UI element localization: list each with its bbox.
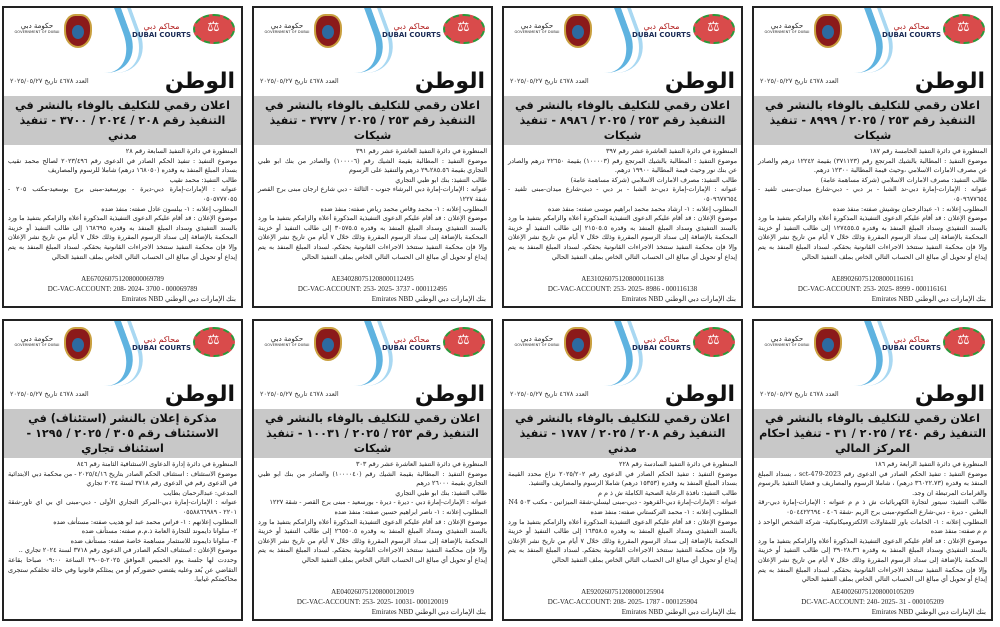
account-footer: [754, 587, 991, 619]
dubai-courts-logo: [382, 22, 441, 39]
issue-date: العدد ٤٦٧٨ تاريخ ٢٠٢٥/٠٥/٢٧: [760, 390, 839, 398]
government-of-dubai-logo: [760, 22, 814, 34]
scales-of-justice-icon: [693, 327, 735, 357]
notice-paragraph: المنظورة في دائرة التنفيذ السادسة رقم ٢٢٨: [619, 460, 737, 468]
notice-paragraph: طالب التنفيذ: نافذة الرعاية الصحية الكاملة ش ذ م م: [598, 488, 737, 497]
notice-body: [4, 145, 241, 274]
scales-of-justice-icon: [943, 14, 985, 44]
iban: AE400260751208000105209: [831, 588, 914, 596]
notice-title: اعلان رقمي للتكليف بالوفاء بالنشر في التنفيذ رقم ٢٤٠ / ٢٠٢٥ / ٣١ - تنفيذ احكام المركز المالي: [754, 409, 991, 458]
bank-name: بنك الإمارات دبي الوطني Emirates NBD: [871, 608, 986, 616]
dubai-courts-logo: [632, 22, 691, 39]
issue-date: العدد ٤٦٧٨ تاريخ ٢٠٢٥/٠٥/٢٧: [760, 77, 839, 85]
account-number: DC-VAC-ACCOUNT: 253- 2025- 8999 - 000116161: [797, 285, 948, 293]
notice-paragraph: موضوع الإعلان : قد أقام عليكم الدعوى التنفيذية المذكورة أعلاه والزامكم بتنفيذ ما ورد بالسند التنفيذي وسداد المبلغ المنفذ به وقدره ١٢٧٤٥٥.٥ إلى طالب التنفيذ أو خزينة المحكمة بالإضافة إلى سداد الرسوم المقررة وذلك خلال ٧ أيام من تاريخ نشر الإعلان وإلا فإن محكمة التنفيذ ستتخذ الاجراءات القانونية بحقكم. لسداد المبلغ المنفذ به يتم إيداع أو تحويل أي مبالغ الى الحساب التالي الخاص بملف التنفيذ الحالي: [758, 214, 988, 261]
notice-paragraph: موضوع التنفيذ : المطالبة بالشيك المرتجع رقم (١٠٠٠٠٣) بقيمة ٢٢٦٥٠ درهم والصادر عن بنك نور وحيث قيمة المطالبة ١٩٩٠٠ درهم.: [508, 156, 737, 175]
legal-notice: [252, 6, 493, 308]
notice-paragraph: ٢- سلوانا دايموند للتجارة العامة ذ.م.م صفته: مستأنف ضده: [81, 527, 237, 536]
notice-paragraph: المطلوب إعلانه : ١- بيلسون عادل صفته: منفذ ضده: [101, 204, 237, 213]
government-of-dubai-logo: [760, 335, 814, 347]
scales-of-justice-icon: [193, 327, 235, 357]
gov-name-ar: حكومة دبي: [270, 335, 304, 343]
notice-paragraph: المنظورة في دائرة التنفيذ العاشرة عشر رقم ٣٩٧: [605, 147, 737, 155]
account-footer: [504, 274, 741, 306]
iban: AE890260751208000116161: [831, 275, 914, 283]
notice-paragraph: طالب التنفيذ: سيتور لتجارة الكهربائيات ش ذ م م عنوانه : الإمارات-إمارة دبي-رقة البطين - ديرة - دبي-شارع المكتوم-مبنى برج الريم -شقة ٤٠٦ - ٠٥٠٤٤٢٢٦٩٤: [758, 498, 987, 516]
notice-header: [4, 321, 241, 379]
notice-paragraph: المطلوب إعلانه : ١- محمد التركستاني صفته: منفذ ضده: [590, 507, 737, 516]
notice-header: [754, 8, 991, 66]
legal-notice: [2, 319, 243, 621]
notice-paragraph: عنوانه : الإمارات-إمارة دبي-المركز التجاري الأولى - دبي-مبنى اي بي اي تاور-شقة ٢٢٠١ - ٠٥٥٨٨٦٦٩٨٩: [8, 498, 237, 516]
gov-name-ar: حكومة دبي: [520, 335, 554, 343]
notice-paragraph: موضوع الإعلان : قد أقام عليكم الدعوى التنفيذية المذكورة أعلاه والزامكم بتنفيذ ما ورد بالسند التنفيذي وسداد المبلغ المنفذ به وقدره ٢١٥٠٥.٥ إلى طالب التنفيذ أو خزينة المحكمة بالإضافة إلى سداد الرسوم المقررة وذلك خلال ٧ أيام من تاريخ نشر الإعلان وإلا فإن محكمة التنفيذ ستتخذ الاجراءات القانونية بحقكم. لسداد المبلغ المنفذ به يتم إيداع أو تحويل أي مبالغ الى الحساب التالي الخاص بملف التنفيذ الحالي: [508, 214, 737, 261]
government-of-dubai-logo: [260, 335, 314, 347]
scales-of-justice-icon: [943, 327, 985, 357]
newspaper-name: الوطن: [164, 381, 235, 407]
legal-notice: [752, 6, 993, 308]
notice-paragraph: المطلوب إعلانه : ١- الخامات باور للمقاولات الالكتروميكانيكية- شركة الشخص الواحد ذ م م صفته: منفذ ضده: [758, 517, 987, 536]
notice-paragraph: عنوانه : الإمارات-إمارة دبي-ند الشبا - بر دبي - دبي-شارع ميدان-مبنى تلفيد - ٠٥٠٩٦٧٧٦٥٤: [508, 185, 737, 203]
notice-paragraph: طالب التنفيذ: محمد نقيب: [169, 175, 237, 184]
scales-of-justice-icon: [193, 14, 235, 44]
notice-paragraph: عنوانه : الإمارات-إمارة دبي - ديرة - ديرة - بورسعيد - مبنى برج القصر - شقة ١٢٢٧: [269, 498, 487, 507]
account-footer: [254, 587, 491, 619]
issue-date: العدد ٤٦٧٨ تاريخ ٢٠٢٥/٠٥/٢٧: [260, 77, 339, 85]
gov-name-ar: حكومة دبي: [270, 22, 304, 30]
dubai-courts-logo: [382, 335, 441, 352]
account-number: DC-VAC-ACCOUNT: 253- 2025- 8986 - 000116138: [547, 285, 698, 293]
notice-paragraph: موضوع الإعلان : استئناف الحكم الصادر في الدعوى رقم ٣٧١٨ لسنة ٢٠٢٤ تجاري ..: [18, 546, 237, 555]
notice-paragraph: موضوع التنفيذ : تنفيذ الحكم الصادر في الدعوى رقم ٢٠٢٣/٤٩٦ لصالح محمد نقيب بسداد المبلغ المنفذ به وقدره (١٦٨٠٥٠ درهم) شاملا للرسوم والمصاريف: [8, 156, 237, 175]
gov-name-en: GOVERNMENT OF DUBAI: [764, 30, 810, 34]
dubai-emblem-icon: [814, 327, 842, 361]
notice-header: [4, 8, 241, 66]
notice-body: [254, 145, 491, 274]
notice-paragraph: عنوانه : الإمارات-إمارة دبي-ديرة - بورسعيد-مبنى برج بوسعيد-مكتب ٢٠٥ - ٠٥٠٥٧٧٧٠٥٥: [8, 185, 237, 203]
notice-paragraph: المنظورة في دائرة التنفيذ العاشرة عشر رقم ٣٩١: [355, 147, 487, 155]
notice-header: [504, 8, 741, 66]
notice-paragraph: موضوع الإعلان : قد أقام عليكم الدعوى التنفيذية المذكورة أعلاه والزامكم بتنفيذ ما ورد بالسند التنفيذي وسداد المبلغ المنفذ به وقدره ١٦٨٦٩٥ إلى طالب التنفيذ أو خزينة المحكمة بالإضافة إلى سداد الرسوم المقررة وذلك خلال ٧ أيام من تاريخ نشر الإعلان وإلا فإن محكمة التنفيذ ستتخذ الاجراءات القانونية بحقكم. لسداد المبلغ المنفذ به يتم إيداع أو تحويل أي مبالغ الى الحساب التالي الخاص بملف التنفيذ الحالي: [8, 214, 237, 261]
notice-title: مذكرة إعلان بالنشر (استئناف) في الاستئناف رقم ٣٠٥ / ٢٠٢٥ / ١٢٩٥ - استئناف تجاري: [4, 409, 241, 458]
notice-paragraph: المنظورة في دائرة التنفيذ العاشرة عشر رقم ٣٠٣: [355, 460, 487, 468]
newspaper-name: الوطن: [664, 68, 735, 94]
notice-body: [254, 458, 491, 587]
notice-paragraph: المنظورة في دائرة التنفيذ الرابعة رقم ١٨٦: [874, 460, 987, 468]
notice-body: [754, 145, 991, 274]
notice-paragraph: المنظورة في دائرة التنفيذ الخامسة رقم ١٨٧: [869, 147, 987, 155]
iban: AE310260751208000116138: [581, 275, 664, 283]
courts-name-en: DUBAI COURTS: [882, 31, 941, 39]
gov-name-en: GOVERNMENT OF DUBAI: [264, 30, 310, 34]
newspaper-name: الوطن: [664, 381, 735, 407]
account-number: DC-VAC-ACCOUNT: 208- 2024- 3700 - 000069789: [47, 285, 198, 293]
courts-name-ar: محاكم دبي: [643, 22, 680, 31]
account-number: DC-VAC-ACCOUNT: 253- 2025- 3737 - 000112495: [297, 285, 448, 293]
issue-date: العدد ٤٦٧٨ تاريخ ٢٠٢٥/٠٥/٢٧: [10, 77, 89, 85]
newspaper-name: الوطن: [914, 381, 985, 407]
government-of-dubai-logo: [260, 22, 314, 34]
notice-paragraph: طالب التنفيذ: مصرف الامارات الاسلامي (شركة مساهمة عامة): [570, 175, 737, 184]
dubai-emblem-icon: [314, 14, 342, 48]
notice-paragraph: موضوع الإعلان : قد أقام عليكم الدعوى التنفيذية المذكورة أعلاه والزامكم بتنفيذ ما ورد بالسند التنفيذي وسداد المبلغ المنفذ به وقدره ٣٩٠٢٨.٣٦ إلى طالب التنفيذ أو خزينة المحكمة بالإضافة إلى سداد الرسوم المقررة وذلك خلال ٧ أيام من تاريخ نشر الإعلان وإلا فإن محكمة التنفيذ ستتخذ الاجراءات القانونية بحقكم. لسداد المبلغ المنفذ به يتم إيداع أو تحويل أي مبالغ الى الحساب التالي الخاص بملف التنفيذ الحالي: [758, 536, 988, 584]
notice-body: [754, 458, 991, 587]
gov-name-en: GOVERNMENT OF DUBAI: [514, 343, 560, 347]
bank-name: بنك الإمارات دبي الوطني Emirates NBD: [621, 295, 736, 303]
gov-name-en: GOVERNMENT OF DUBAI: [14, 30, 60, 34]
dubai-courts-logo: [882, 22, 941, 39]
notice-paragraph: عنوانه : الإمارات-إمارة دبي-القرهود - دبي-مبنى ليسلي-شقة الميزانين - مكتب ٥٠٣ N4: [508, 498, 737, 507]
account-footer: [504, 587, 741, 619]
bank-name: بنك الإمارات دبي الوطني Emirates NBD: [621, 608, 736, 616]
notice-paragraph: المنظورة في دائرة التنفيذ السابعة رقم ٢٨: [125, 147, 237, 155]
issue-date: العدد ٤٦٧٨ تاريخ ٢٠٢٥/٠٥/٢٧: [510, 390, 589, 398]
government-of-dubai-logo: [10, 22, 64, 34]
notice-title: اعلان رقمي للتكليف بالوفاء بالنشر في التنفيذ رقم ٢٥٣ / ٢٠٢٥ / ٣٧٣٧ - تنفيذ شيكات: [254, 96, 491, 145]
courts-name-ar: محاكم دبي: [393, 22, 430, 31]
notice-title: اعلان رقمي للتكليف بالوفاء بالنشر في التنفيذ رقم ٢٥٣ / ٢٠٢٥ / ١٠٠٣١ - تنفيذ شيكات: [254, 409, 491, 458]
courts-name-en: DUBAI COURTS: [632, 31, 691, 39]
courts-name-en: DUBAI COURTS: [132, 344, 191, 352]
notice-paragraph: موضوع التنفيذ : المطالبة بقيمة الشيك رقم (١٠٠٠٠٦) والصادر من بنك ابو ظبي التجاري بقيمة ٢٩،٢٨٥.٥٦ درهم والتنفيذ على الرسوم: [258, 156, 488, 175]
bank-name: بنك الإمارات دبي الوطني Emirates NBD: [121, 295, 236, 303]
notice-paragraph: عنوانه : الإمارات-إمارة دبي البرشاء جنوب - الثالثة - دبي شارع ارجان مبنى برج القصر شقة ١٢٢٧: [258, 185, 487, 203]
gov-name-ar: حكومة دبي: [520, 22, 554, 30]
notice-title: اعلان رقمي للتكليف بالوفاء بالنشر في التنفيذ رقم ٢٠٨ / ٢٠٢٥ / ١٧٨٧ - تنفيذ مدني: [504, 409, 741, 458]
dubai-emblem-icon: [564, 327, 592, 361]
notice-paragraph: موضوع الإعلان : قد أقام عليكم الدعوى التنفيذية المذكورة أعلاه والزامكم بتنفيذ ما ورد بالسند التنفيذي وسداد المبلغ المنفذ به وقدره ٣٠٥٧٥.٥ إلى طالب التنفيذ أو خزينة المحكمة بالإضافة إلى سداد الرسوم المقررة وذلك خلال ٧ أيام من تاريخ نشر الإعلان وإلا فإن محكمة التنفيذ ستتخذ الاجراءات القانونية بحقكم. لسداد المبلغ المنفذ به يتم إيداع أو تحويل أي مبالغ الى الحساب التالي الخاص بملف التنفيذ الحالي: [258, 214, 487, 261]
scales-of-justice-icon: [443, 327, 485, 357]
courts-name-en: DUBAI COURTS: [132, 31, 191, 39]
account-footer: [4, 274, 241, 306]
government-of-dubai-logo: [510, 22, 564, 34]
notice-paragraph: عنوانه : الإمارات-إمارة دبي-ند الشبا - بر دبي - دبي-شارع ميدان-مبنى تلفيد - ٠٥٠٩٦٧٧٦٥٤: [758, 185, 987, 203]
iban: AE670260751208000069789: [81, 275, 164, 283]
courts-name-en: DUBAI COURTS: [382, 31, 441, 39]
notice-paragraph: موضوع التنفيذ : المطالبة بالشيك المرتجع رقم (٣٧١١٢٣) بقيمة ١٢٢٤٢ درهم والصادر عن مصرف الامارات الاسلامي ،وحيث قيمة المطالبة ١٢٣٠٠ درهم.: [758, 156, 987, 175]
bank-name: بنك الإمارات دبي الوطني Emirates NBD: [371, 608, 486, 616]
courts-name-en: DUBAI COURTS: [632, 344, 691, 352]
notice-header: [254, 8, 491, 66]
notice-title: اعلان رقمي للتكليف بالوفاء بالنشر في التنفيذ رقم ٢٥٣ / ٢٠٢٥ / ٨٩٨٦ - تنفيذ شيكات: [504, 96, 741, 145]
notice-header: [254, 321, 491, 379]
gov-name-ar: حكومة دبي: [20, 335, 54, 343]
dubai-courts-logo: [882, 335, 941, 352]
gov-name-en: GOVERNMENT OF DUBAI: [514, 30, 560, 34]
notice-paragraph: المطلوب إعلانه : ١- ناصر ابراهيم حسين صفته: منفذ ضده: [334, 507, 487, 516]
courts-name-ar: محاكم دبي: [393, 335, 430, 344]
dubai-emblem-icon: [64, 14, 92, 48]
bank-name: بنك الإمارات دبي الوطني Emirates NBD: [371, 295, 486, 303]
notice-body: [4, 458, 241, 619]
dubai-courts-logo: [632, 335, 691, 352]
dubai-emblem-icon: [564, 14, 592, 48]
courts-name-en: DUBAI COURTS: [382, 344, 441, 352]
legal-notice: [502, 6, 743, 308]
bank-name: بنك الإمارات دبي الوطني Emirates NBD: [871, 295, 986, 303]
dubai-emblem-icon: [814, 14, 842, 48]
gov-name-ar: حكومة دبي: [20, 22, 54, 30]
courts-name-ar: محاكم دبي: [893, 335, 930, 344]
notice-paragraph: المدعي: عبدالرحمان بطايب: [163, 488, 237, 497]
dubai-courts-logo: [132, 22, 191, 39]
iban: AE340280751208000112495: [331, 275, 414, 283]
notice-paragraph: المنظورة في دائرة إدارة الدعاوى الاستئنافية الثامنة رقم ٨٤٦: [77, 460, 237, 468]
legal-notice: [252, 319, 493, 621]
newspaper-name: الوطن: [414, 381, 485, 407]
notice-paragraph: وحددت لها جلسة يوم الخميس الموافق ٢٠٢٥-٠٥-٢٩ الساعة ٠٩:٠٠ صباحا بقاعة التقاضي عن بُعد وعليه يقتضي حضوركم أو من يمثلكم قانونيا وفي حالة تخلفكم ستجرى محاكمتكم غيابيا.: [8, 555, 237, 584]
notice-paragraph: المطلوب إعلانه : ١- عبدالرحمان بوشيش صفته: منفذ ضده: [832, 204, 987, 213]
courts-name-ar: محاكم دبي: [143, 335, 180, 344]
gov-name-en: GOVERNMENT OF DUBAI: [264, 343, 310, 347]
notice-paragraph: المطلوب إعلانه : ١- محمد وقاص محمد رياض صفته: منفذ ضده: [320, 204, 487, 213]
notice-paragraph: ٣- سلوانا دايموند للاستثمار مساهمة خاصة صفته: مستأنف ضده: [70, 536, 237, 545]
notice-body: [504, 145, 741, 274]
iban: AE920260751208000125904: [581, 588, 664, 596]
notice-paragraph: طالب التنفيذ: بنك ابو ظبي التجاري: [395, 175, 487, 184]
legal-notice: [752, 319, 993, 621]
notice-header: [504, 321, 741, 379]
courts-name-en: DUBAI COURTS: [882, 344, 941, 352]
newspaper-name: الوطن: [914, 68, 985, 94]
notice-paragraph: طالب التنفيذ: مصرف الامارات الاسلامي (شركة مساهمة عامة): [820, 175, 987, 184]
notice-paragraph: موضوع الإعلان : قد أقام عليكم الدعوى التنفيذية المذكورة أعلاه والزامكم بتنفيذ ما ورد بالسند التنفيذي وسداد المبلغ المنفذ به وقدره ١٦٣٥٨.٥ إلى طالب التنفيذ أو خزينة المحكمة بالإضافة إلى سداد الرسوم المقررة وذلك خلال ٧ أيام من تاريخ نشر الإعلان وإلا فإن محكمة التنفيذ ستتخذ الاجراءات القانونية بحقكم. لسداد المبلغ المنفذ به يتم إيداع أو تحويل أي مبالغ الى الحساب التالي الخاص بملف التنفيذ الحالي: [508, 517, 737, 564]
notice-body: [504, 458, 741, 587]
notice-title: اعلان رقمي للتكليف بالوفاء بالنشر في التنفيذ رقم ٢٥٣ / ٢٠٢٥ / ٨٩٩٩ - تنفيذ شيكات: [754, 96, 991, 145]
newspaper-name: الوطن: [164, 68, 235, 94]
scales-of-justice-icon: [693, 14, 735, 44]
courts-name-ar: محاكم دبي: [643, 335, 680, 344]
issue-date: العدد ٤٦٧٨ تاريخ ٢٠٢٥/٠٥/٢٧: [10, 390, 89, 398]
notice-paragraph: موضوع الإعلان : قد أقام عليكم الدعوى التنفيذية المذكورة أعلاه والزامكم بتنفيذ ما ورد بالسند التنفيذي وسداد المبلغ المنفذ به وقدره ٢٦٥٥٠.٥ إلى طالب التنفيذ أو خزينة المحكمة بالإضافة إلى سداد الرسوم المقررة وذلك خلال ٧ أيام من تاريخ نشر الإعلان وإلا فإن محكمة التنفيذ ستتخذ الاجراءات القانونية بحقكم. لسداد المبلغ المنفذ به يتم إيداع أو تحويل أي مبالغ الى الحساب التالي الخاص بملف التنفيذ الحالي: [258, 517, 487, 564]
notice-paragraph: موضوع التنفيذ : تنفيذ الحكم الصادر في الدعوى رقم ٢٠٢٥/٢٠٢ نزاع محدد القيمة بسداد المبلغ المنفذ به وقدره (١٥٣٥٣ درهم) شاملا الرسوم والمصاريف والتنفيذ.: [508, 469, 738, 488]
issue-date: العدد ٤٦٧٨ تاريخ ٢٠٢٥/٠٥/٢٧: [260, 390, 339, 398]
account-number: DC-VAC-ACCOUNT: 240- 2025- 31 - 000105209: [801, 598, 944, 606]
gov-name-en: GOVERNMENT OF DUBAI: [14, 343, 60, 347]
notice-header: [754, 321, 991, 379]
legal-notice: [502, 319, 743, 621]
notice-paragraph: طالب التنفيذ: بنك ابو ظبي التجاري: [395, 488, 487, 497]
gov-name-en: GOVERNMENT OF DUBAI: [764, 343, 810, 347]
gov-name-ar: حكومة دبي: [770, 22, 804, 30]
notice-paragraph: موضوع التنفيذ : تنفيذ الحكم الصادر في الدعوى رقم 2023-479-sct ، بسداد المبلغ المنفذ به وقدره (٣٦٠٢٢.٧٣ درهم) ، شاملا الرسوم والمصاريف و قضايا التنفيذ بالرسوم والغرامات المرتبطة ان وجد.: [758, 469, 987, 497]
government-of-dubai-logo: [10, 335, 64, 347]
legal-notice: [2, 6, 243, 308]
notice-paragraph: موضوع التنفيذ : المطالبة بقيمة الشيك رقم (١٠٠٠٠٤٠) والصادر من بنك ابو ظبي التجاري بقيمة ٢٦٠٠٠ درهم: [258, 469, 487, 488]
courts-name-ar: محاكم دبي: [143, 22, 180, 31]
account-number: DC-VAC-ACCOUNT: 208- 2025- 1787 - 000125904: [547, 598, 698, 606]
notice-paragraph: المطلوب إعلانه : ١- ارشاد محمد محمد ابراهيم موسى صفته: منفذ ضده: [547, 204, 737, 213]
notice-paragraph: المطلوب إعلانهم : ١- فراس محمد عبد ابو هديب صفته: مستأنف ضده: [53, 517, 237, 526]
iban: AE040260751208000120019: [331, 588, 414, 596]
gov-name-ar: حكومة دبي: [770, 335, 804, 343]
account-footer: [254, 274, 491, 306]
notice-paragraph: موضوع الاستئناف : استئناف الحكم الصادر بتاريخ ٢٠٢٥/٤/١٦ - من محكمة دبي الابتدائية في الدعوى رقم في الدعوى رقم ٣٧١٨ لسنة ٢٠٢٤ تجاري: [8, 469, 237, 488]
courts-name-ar: محاكم دبي: [893, 22, 930, 31]
dubai-emblem-icon: [64, 327, 92, 361]
newspaper-name: الوطن: [414, 68, 485, 94]
dubai-emblem-icon: [314, 327, 342, 361]
notice-title: اعلان رقمي للتكليف بالوفاء بالنشر في التنفيذ رقم ٢٠٨ / ٢٠٢٤ / ٣٧٠٠ - تنفيذ مدني: [4, 96, 241, 145]
government-of-dubai-logo: [510, 335, 564, 347]
scales-of-justice-icon: [443, 14, 485, 44]
account-number: DC-VAC-ACCOUNT: 253- 2025- 10031- 000120019: [296, 598, 449, 606]
issue-date: العدد ٤٦٧٨ تاريخ ٢٠٢٥/٠٥/٢٧: [510, 77, 589, 85]
dubai-courts-logo: [132, 335, 191, 352]
account-footer: [754, 274, 991, 306]
